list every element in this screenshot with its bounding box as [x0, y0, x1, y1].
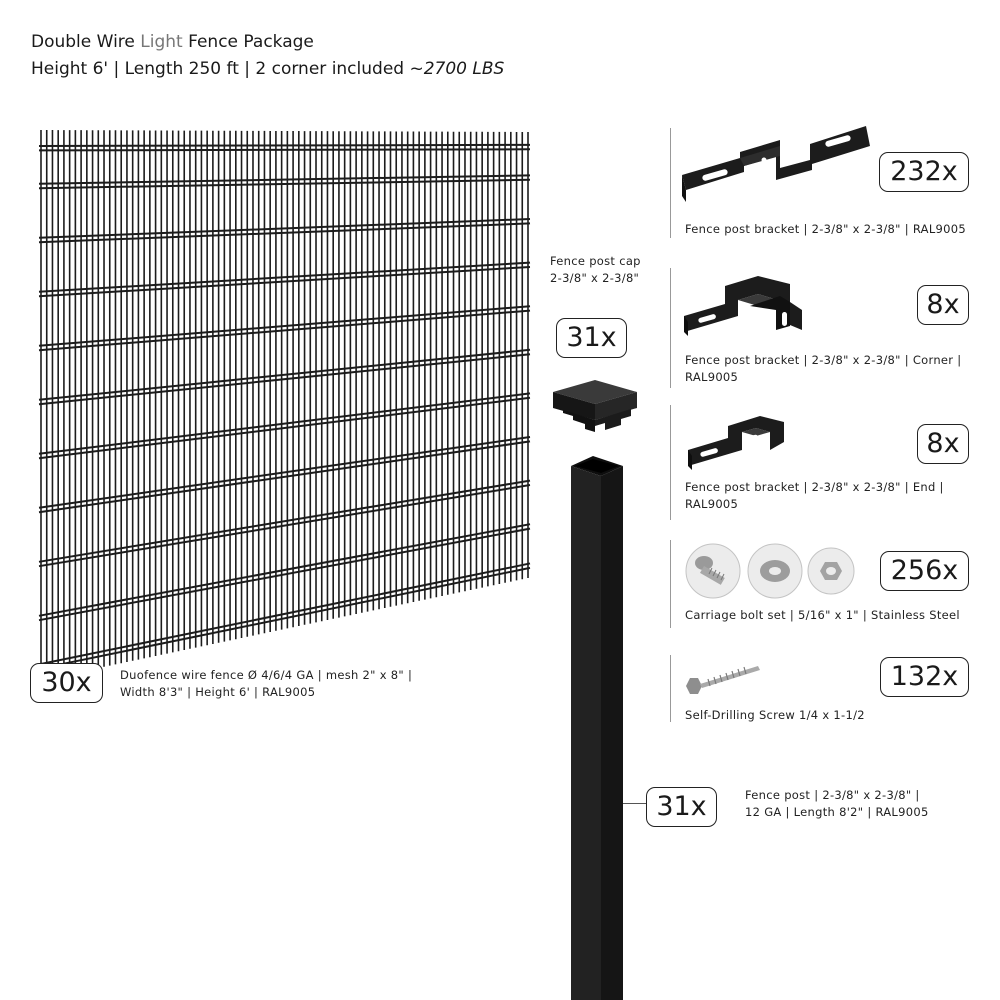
screw-qty: 132x: [890, 661, 959, 692]
bolt-set-qty-badge: [880, 551, 969, 591]
fence-post-icon: [565, 452, 635, 1000]
nut-icon: [806, 546, 856, 596]
post-cap-caption: [550, 253, 641, 287]
post-qty: 31x: [656, 791, 707, 822]
bracket-qty: 232x: [890, 156, 958, 187]
bracket-caption: [685, 221, 966, 238]
end-bracket-line2: RAL9005: [685, 497, 739, 511]
divider: [670, 655, 671, 722]
corner-bracket-line1: Fence post bracket | 2-3/8" x 2-3/8" | Corner |: [685, 353, 962, 367]
corner-bracket-line2: RAL9005: [685, 370, 739, 384]
corner-bracket-icon: [680, 270, 810, 345]
self-drilling-screw-icon: [684, 660, 764, 700]
corner-bracket-qty-badge: [917, 285, 969, 325]
corner-bracket-qty: 8x: [926, 289, 960, 320]
bolt-set-qty: 256x: [890, 555, 959, 586]
title-part1: Double Wire: [31, 32, 141, 52]
post-line1: Fence post | 2-3/8" x 2-3/8" |: [745, 788, 920, 802]
post-leader-line: [623, 803, 646, 804]
title-light: Light: [140, 32, 183, 52]
divider: [670, 540, 671, 628]
bracket-qty-badge: [879, 152, 969, 192]
post-cap-line2: 2-3/8" x 2-3/8": [550, 271, 640, 285]
end-bracket-icon: [684, 410, 794, 475]
wire-fence-caption: [120, 667, 412, 701]
screw-line1: Self-Drilling Screw 1/4 x 1-1/2: [685, 708, 865, 722]
bolt-set-line1: Carriage bolt set | 5/16" x 1" | Stainless Steel: [685, 608, 960, 622]
weight-text: ~2700 LBS: [409, 59, 505, 79]
screw-caption: [685, 707, 865, 724]
divider: [670, 405, 671, 520]
wire-fence-qty: 30x: [41, 667, 92, 698]
wire-fence-qty-badge: [30, 663, 103, 703]
end-bracket-line1: Fence post bracket | 2-3/8" x 2-3/8" | End |: [685, 480, 944, 494]
carriage-bolt-icon: [684, 542, 742, 600]
divider: [670, 128, 671, 238]
divider: [670, 268, 671, 388]
post-cap-line1: Fence post cap: [550, 254, 641, 268]
post-qty-badge: [646, 787, 717, 827]
corner-bracket-caption: [685, 352, 961, 386]
post-cap-qty: 31x: [566, 322, 617, 353]
end-bracket-qty-badge: [917, 424, 969, 464]
bracket-line1: Fence post bracket | 2-3/8" x 2-3/8" | RAL9005: [685, 222, 967, 236]
post-cap-qty-badge: [556, 318, 627, 358]
post-caption: [745, 787, 929, 821]
wire-fence-line1: Duofence wire fence Ø 4/6/4 GA | mesh 2" x 8" |: [120, 668, 413, 682]
post-line2: 12 GA | Length 8'2" | RAL9005: [745, 805, 929, 819]
end-bracket-caption: [685, 479, 944, 513]
screw-qty-badge: [880, 657, 969, 697]
title-part2: Fence Package: [182, 32, 314, 52]
bracket-icon: [680, 120, 875, 205]
subtitle-text: Height 6' | Length 250 ft | 2 corner included: [31, 59, 410, 79]
wire-fence-line2: Width 8'3" | Height 6' | RAL9005: [120, 685, 316, 699]
bolt-set-caption: [685, 607, 960, 624]
fence-post-cap-icon: [545, 370, 645, 440]
end-bracket-qty: 8x: [926, 428, 960, 459]
washer-icon: [746, 542, 804, 600]
